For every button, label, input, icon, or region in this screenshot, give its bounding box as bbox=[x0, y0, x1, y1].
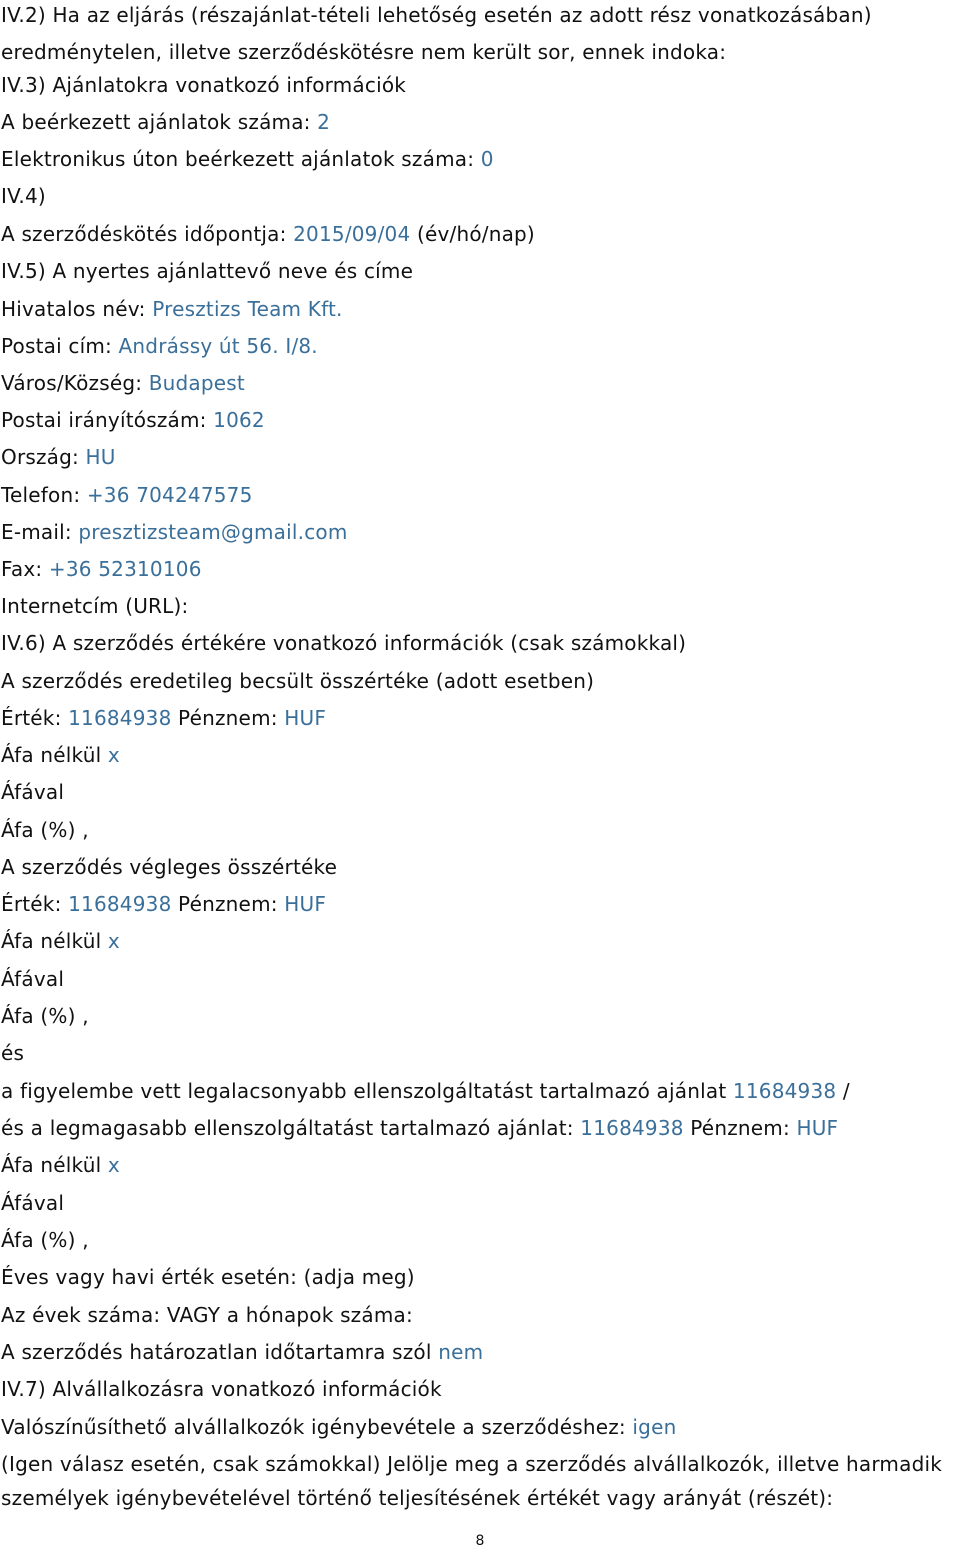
contract-date-format: (év/hó/nap) bbox=[410, 222, 535, 246]
postal-address-label: Postai cím: bbox=[1, 334, 119, 358]
offers-net-mark: x bbox=[107, 1153, 120, 1177]
final-value-heading: A szerződés végleges összértéke bbox=[1, 855, 338, 879]
section-iv5-heading: IV.5) A nyertes ajánlattevő neve és címe bbox=[1, 259, 414, 283]
phone-row bbox=[1, 482, 253, 508]
offers-gross-row: Áfával bbox=[1, 1191, 65, 1215]
indefinite-term-value: nem bbox=[438, 1340, 484, 1364]
years-months-row: Az évek száma: VAGY a hónapok száma: bbox=[1, 1303, 413, 1327]
phone-label: Telefon: bbox=[1, 483, 87, 507]
highest-offer-value: 11684938 bbox=[580, 1116, 684, 1140]
offers-count-row bbox=[1, 109, 330, 135]
city-value: Budapest bbox=[148, 371, 245, 395]
official-name-value: Presztizs Team Kft. bbox=[152, 297, 343, 321]
lowest-offer-separator: / bbox=[836, 1079, 850, 1103]
estimated-value-label: Érték: bbox=[1, 706, 69, 730]
fax-row bbox=[1, 556, 202, 582]
postal-address-row bbox=[1, 333, 318, 359]
fax-label: Fax: bbox=[1, 557, 49, 581]
city-row bbox=[1, 370, 245, 396]
final-currency-label: Pénznem: bbox=[171, 892, 285, 916]
final-value-row bbox=[1, 891, 326, 917]
postal-code-label: Postai irányítószám: bbox=[1, 408, 214, 432]
estimated-value-row bbox=[1, 705, 326, 731]
indefinite-term-row bbox=[1, 1339, 483, 1365]
offers-net-row bbox=[1, 1152, 120, 1178]
estimated-net-label: Áfa nélkül bbox=[1, 743, 108, 767]
highest-offer-label: és a legmagasabb ellenszolgáltatást tartalmazó ajánlat: bbox=[1, 1116, 581, 1140]
country-row bbox=[1, 444, 116, 470]
estimated-net-mark: x bbox=[107, 743, 120, 767]
lowest-offer-label: a figyelembe vett legalacsonyabb ellenszolgáltatást tartalmazó ajánlat bbox=[1, 1079, 733, 1103]
country-label: Ország: bbox=[1, 445, 86, 469]
contract-date-row bbox=[1, 221, 535, 247]
final-gross-row: Áfával bbox=[1, 967, 65, 991]
internet-address-row: Internetcím (URL): bbox=[1, 594, 189, 618]
offers-vat-rate-row: Áfa (%) , bbox=[1, 1228, 89, 1252]
final-value-label: Érték: bbox=[1, 892, 69, 916]
offers-net-label: Áfa nélkül bbox=[1, 1153, 108, 1177]
highest-currency-label: Pénznem: bbox=[683, 1116, 797, 1140]
subcontractor-use-row bbox=[1, 1414, 676, 1440]
section-iv6-heading: IV.6) A szerződés értékére vonatkozó információk (csak számokkal) bbox=[1, 631, 687, 655]
highest-offer-row bbox=[1, 1115, 838, 1141]
subcontractor-note-line1: (Igen válasz esetén, csak számokkal) Jelölje meg a szerződés alvállalkozók, illetve harmadik bbox=[1, 1452, 943, 1476]
electronic-offers-label: Elektronikus úton beérkezett ajánlatok száma: bbox=[1, 147, 481, 171]
estimated-value-heading: A szerződés eredetileg becsült összértéke (adott esetben) bbox=[1, 669, 595, 693]
section-iv2-line1: IV.2) Ha az eljárás (részajánlat-tételi lehetőség esetén az adott rész vonatkozásában) bbox=[1, 3, 872, 27]
fax-value: +36 52310106 bbox=[48, 557, 202, 581]
offers-count-label: A beérkezett ajánlatok száma: bbox=[1, 110, 318, 134]
final-currency-value: HUF bbox=[284, 892, 327, 916]
indefinite-term-label: A szerződés határozatlan időtartamra szól bbox=[1, 1340, 439, 1364]
country-value: HU bbox=[85, 445, 116, 469]
subcontractor-use-label: Valószínűsíthető alvállalkozók igénybevétele a szerződéshez: bbox=[1, 1415, 633, 1439]
estimated-vat-rate-row: Áfa (%) , bbox=[1, 818, 89, 842]
official-name-label: Hivatalos név: bbox=[1, 297, 153, 321]
estimated-currency-value: HUF bbox=[284, 706, 327, 730]
subcontractor-note-line2: személyek igénybevételével történő teljesítésének értékét vagy arányát (részét): bbox=[1, 1486, 834, 1510]
email-label: E-mail: bbox=[1, 520, 79, 544]
email-row bbox=[1, 519, 348, 545]
page-number: 8 bbox=[475, 1533, 485, 1549]
contract-date-label: A szerződéskötés időpontja: bbox=[1, 222, 294, 246]
section-iv4-heading: IV.4) bbox=[1, 184, 46, 208]
postal-code-value: 1062 bbox=[213, 408, 265, 432]
section-iv3-heading: IV.3) Ajánlatokra vonatkozó információk bbox=[1, 73, 407, 97]
section-iv2-line2: eredménytelen, illetve szerződéskötésre nem került sor, ennek indoka: bbox=[1, 40, 727, 64]
official-name-row bbox=[1, 296, 343, 322]
final-value-amount: 11684938 bbox=[68, 892, 172, 916]
section-iv7-heading: IV.7) Alvállalkozásra vonatkozó információk bbox=[1, 1377, 442, 1401]
final-net-mark: x bbox=[107, 929, 120, 953]
lowest-offer-value: 11684938 bbox=[732, 1079, 837, 1103]
phone-value: +36 704247575 bbox=[86, 483, 253, 507]
email-value: presztizsteam@gmail.com bbox=[78, 520, 348, 544]
estimated-net-row bbox=[1, 742, 120, 768]
estimated-value-amount: 11684938 bbox=[68, 706, 172, 730]
postal-address-value: Andrássy út 56. I/8. bbox=[118, 334, 318, 358]
final-net-row bbox=[1, 928, 120, 954]
lowest-offer-row bbox=[1, 1078, 850, 1104]
electronic-offers-value: 0 bbox=[480, 147, 494, 171]
final-vat-rate-row: Áfa (%) , bbox=[1, 1004, 89, 1028]
contract-date-value: 2015/09/04 bbox=[293, 222, 411, 246]
city-label: Város/Község: bbox=[1, 371, 149, 395]
estimated-gross-row: Áfával bbox=[1, 780, 65, 804]
highest-currency-value: HUF bbox=[796, 1116, 839, 1140]
postal-code-row bbox=[1, 407, 265, 433]
subcontractor-use-value: igen bbox=[632, 1415, 677, 1439]
electronic-offers-row bbox=[1, 146, 494, 172]
annual-monthly-row: Éves vagy havi érték esetén: (adja meg) bbox=[1, 1265, 415, 1289]
estimated-currency-label: Pénznem: bbox=[171, 706, 285, 730]
offers-count-value: 2 bbox=[317, 110, 331, 134]
final-net-label: Áfa nélkül bbox=[1, 929, 108, 953]
and-connector: és bbox=[1, 1041, 25, 1065]
